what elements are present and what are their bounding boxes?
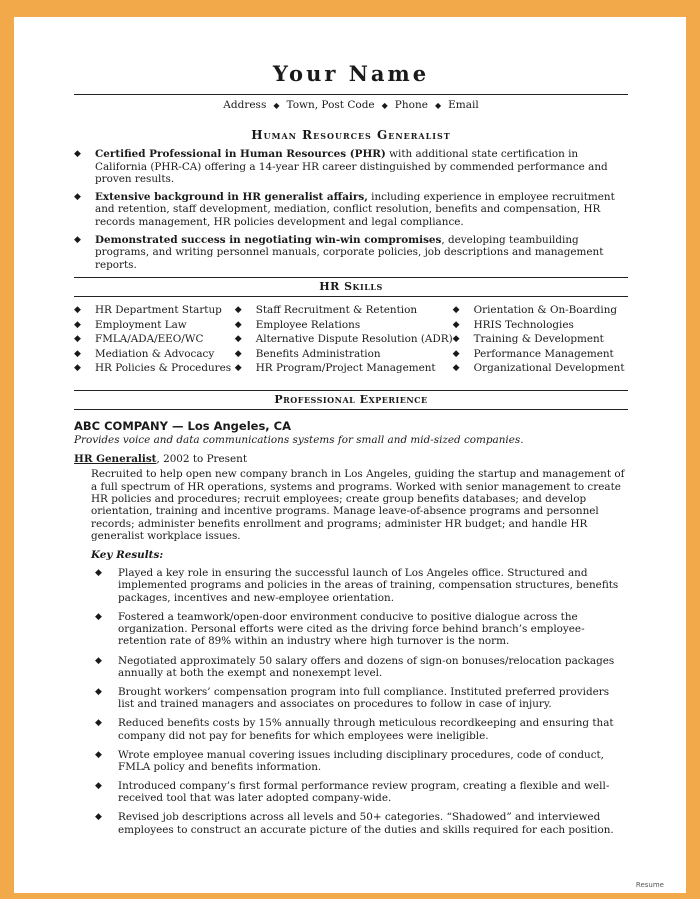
resume-page xyxy=(14,17,686,893)
skill-item xyxy=(235,361,453,375)
result-item xyxy=(95,686,628,711)
summary-item xyxy=(74,191,628,229)
result-item xyxy=(95,749,628,774)
skills-column xyxy=(453,303,628,375)
diamond-bullet-icon: ◆ xyxy=(74,362,81,373)
result-item xyxy=(95,611,628,648)
result-item xyxy=(95,717,628,742)
skill-label: HR Program/Project Management xyxy=(255,361,436,374)
contact-town: Town, Post Code xyxy=(286,99,375,111)
diamond-bullet-icon: ◆ xyxy=(234,334,242,345)
diamond-bullet-icon: ◆ xyxy=(95,568,102,579)
summary-bold: Extensive background in HR generalist affairs, xyxy=(95,190,368,203)
skill-item xyxy=(74,361,235,375)
key-results-list xyxy=(74,567,628,836)
skill-label: HRIS Technologies xyxy=(473,318,574,331)
summary-bold: Demonstrated success in negotiating win-win compromises xyxy=(95,233,442,246)
diamond-bullet-icon: ◆ xyxy=(95,781,102,792)
result-item xyxy=(95,567,628,604)
skill-label: FMLA/ADA/EEO/WC xyxy=(95,333,204,346)
skill-item xyxy=(74,303,235,317)
diamond-bullet-icon: ◆ xyxy=(95,749,102,760)
result-text: Wrote employee manual covering issues including disciplinary procedures, code of conduct, FMLA policy and benefits information. xyxy=(118,748,604,773)
diamond-bullet-icon: ◆ xyxy=(452,305,460,316)
summary-text: , developing teambuilding programs, and writing personnel manuals, corporate policies, job descriptions and management reports. xyxy=(95,233,604,271)
diamond-bullet-icon: ◆ xyxy=(452,348,460,359)
contact-line xyxy=(74,94,628,112)
summary-text: including experience in employee recruitment and retention, staff development, mediation, conflict resolution, benefits and compensation, HR records management, HR policies development and legal compliance. xyxy=(95,190,615,228)
result-text: Played a key role in ensuring the successful launch of Los Angeles office. Structured and implemented programs and policies in the areas of training, compensation structures, benefits packages, incentives and new-employee orientation. xyxy=(118,567,619,604)
diamond-bullet-icon: ◆ xyxy=(452,334,460,345)
skill-label: Staff Recruitment & Retention xyxy=(255,304,418,317)
skill-item xyxy=(453,347,628,361)
skill-label: Employment Law xyxy=(95,318,187,331)
skill-label: Training & Development xyxy=(473,333,604,346)
result-text: Revised job descriptions across all levels and 50+ categories. “Shadowed” and interviewed employees to construct an accurate picture of the duties and skills required for each position. xyxy=(118,811,614,836)
skill-label: Organizational Development xyxy=(473,361,625,374)
diamond-bullet-icon: ◆ xyxy=(74,348,81,359)
skill-item xyxy=(235,318,453,332)
diamond-bullet-icon: ◆ xyxy=(95,686,102,697)
diamond-separator-icon: ◆ xyxy=(381,101,388,110)
diamond-bullet-icon: ◆ xyxy=(74,319,81,330)
diamond-bullet-icon: ◆ xyxy=(234,362,242,373)
skills-column xyxy=(235,303,453,375)
diamond-bullet-icon: ◆ xyxy=(452,319,460,330)
skill-label: Employee Relations xyxy=(255,318,361,331)
skill-item xyxy=(453,361,628,375)
summary-text: with additional state certification in California (PHR-CA) offering a 14-year HR career distinguished by commended performance and proven results. xyxy=(95,148,608,186)
skill-item xyxy=(235,347,453,361)
candidate-name: Your Name xyxy=(272,61,430,86)
skill-item xyxy=(74,347,235,361)
role-description: Recruited to help open new company branch in Los Angeles, guiding the startup and management of a full spectrum of HR operations, systems and programs. Worked with senior management to create HR policies and procedures; recruit employees; create group benefits databases; and develop orientation, training and incentive programs. Manage leave-of-absence programs and personnel records; administer benefits enrollment and programs; administer HR budget; and handle HR generalist workplace issues. xyxy=(91,468,625,542)
skill-item xyxy=(453,332,628,346)
diamond-separator-icon: ◆ xyxy=(434,101,442,110)
diamond-bullet-icon: ◆ xyxy=(234,348,242,359)
summary-bold: Certified Professional in Human Resources (PHR) xyxy=(95,148,386,160)
company-description: Provides voice and data communications systems for small and mid-sized companies. xyxy=(74,434,524,447)
result-text: Fostered a teamwork/open-door environment conducive to positive dialogue across the organization. Personal efforts were cited as the driving force behind branch’s employee-retention rate of 89% within an industry where high turnover is the norm. xyxy=(118,610,585,648)
diamond-bullet-icon: ◆ xyxy=(95,718,102,729)
contact-email: Email xyxy=(448,99,479,111)
skill-item xyxy=(74,332,235,346)
skill-label: Benefits Administration xyxy=(255,347,381,360)
skill-label: Performance Management xyxy=(473,347,614,360)
summary-item xyxy=(74,148,628,186)
summary-item xyxy=(74,234,628,272)
result-text: Reduced benefits costs by 15% annually through meticulous recordkeeping and ensuring that company did not pay for benefits for which employees were ineligible. xyxy=(118,717,614,742)
result-text: Brought workers’ compensation program into full compliance. Instituted preferred providers list and trained managers and associates on procedures to follow in case of injury. xyxy=(118,685,610,711)
skill-label: Orientation & On-Boarding xyxy=(473,304,618,317)
diamond-bullet-icon: ◆ xyxy=(74,191,81,202)
skills-grid xyxy=(74,303,628,384)
diamond-bullet-icon: ◆ xyxy=(74,149,81,159)
skill-label: HR Department Startup xyxy=(95,304,222,317)
watermark: Resume xyxy=(635,881,664,889)
summary-list xyxy=(74,148,628,271)
diamond-bullet-icon: ◆ xyxy=(74,234,81,245)
result-item xyxy=(95,655,628,680)
skill-item xyxy=(453,318,628,332)
skill-label: Alternative Dispute Resolution (ADR) xyxy=(255,333,453,346)
diamond-bullet-icon: ◆ xyxy=(234,319,242,330)
diamond-bullet-icon: ◆ xyxy=(74,305,81,316)
role-title: HR Generalist xyxy=(74,453,157,466)
diamond-bullet-icon: ◆ xyxy=(74,334,81,345)
skill-item xyxy=(235,303,453,317)
result-text: Negotiated approximately 50 salary offers and dozens of sign-on bonuses/relocation packages annually at both the exempt and nonexempt level. xyxy=(118,654,615,679)
key-results-label: Key Results: xyxy=(91,549,164,562)
diamond-bullet-icon: ◆ xyxy=(95,812,102,823)
skill-label: HR Policies & Procedures xyxy=(95,361,232,374)
result-item xyxy=(95,811,628,836)
role-dates: , 2002 to Present xyxy=(156,453,248,466)
skill-item xyxy=(74,318,235,332)
result-item xyxy=(95,780,628,805)
contact-phone: Phone xyxy=(394,99,428,111)
diamond-bullet-icon: ◆ xyxy=(452,362,460,373)
diamond-bullet-icon: ◆ xyxy=(95,611,102,622)
result-text: Introduced company’s first formal performance review program, creating a flexible and well-received tool that was later adopted company-wide. xyxy=(118,780,610,805)
skill-label: Mediation & Advocacy xyxy=(95,347,215,360)
contact-address: Address xyxy=(223,99,267,111)
skill-item xyxy=(453,303,628,317)
skills-column xyxy=(74,303,235,375)
experience-section-title: Professional Experience xyxy=(74,390,628,410)
resume-headline: Human Resources Generalist xyxy=(251,128,451,142)
skill-item xyxy=(235,332,453,346)
diamond-separator-icon: ◆ xyxy=(273,101,280,110)
diamond-bullet-icon: ◆ xyxy=(95,655,102,666)
role-line xyxy=(74,453,628,465)
diamond-bullet-icon: ◆ xyxy=(234,305,242,316)
skills-section-title: HR Skills xyxy=(74,277,628,297)
company-name: ABC COMPANY — Los Angeles, CA xyxy=(74,419,291,434)
